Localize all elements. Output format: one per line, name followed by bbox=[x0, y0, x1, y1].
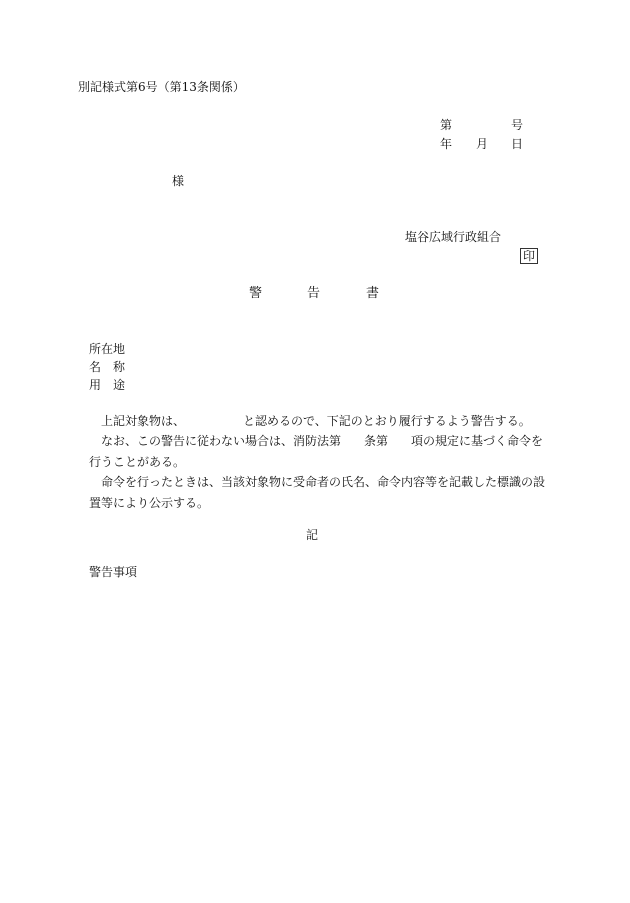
date-year: 年 bbox=[440, 137, 453, 151]
p3-text: 命令を行ったときは、当該対象物に受命者の氏名、命令内容等を記載した標識の設置等により公示する。 bbox=[89, 475, 546, 510]
p1-part-b: と認めるので、下記のとおり履行するよう警告する。 bbox=[243, 414, 531, 428]
ki-heading: 記 bbox=[306, 528, 319, 542]
number-dai: 第 bbox=[440, 118, 453, 132]
field-location-label: 所在地 bbox=[89, 342, 126, 356]
body-paragraph-2 bbox=[89, 431, 549, 472]
seal-mark: 印 bbox=[520, 248, 538, 264]
p2-part-c: 項の規定に基づく命令を行うことがある。 bbox=[89, 434, 544, 469]
number-go: 号 bbox=[511, 118, 524, 132]
issuer-name: 塩谷広域行政組合 bbox=[405, 230, 502, 244]
field-use-label: 用 途 bbox=[89, 378, 126, 392]
body-paragraph-1 bbox=[89, 411, 549, 432]
form-header: 別記様式第6号（第13条関係） bbox=[78, 80, 245, 94]
field-name-label: 名 称 bbox=[89, 360, 126, 374]
date-day: 日 bbox=[511, 137, 524, 151]
date-month: 月 bbox=[476, 137, 489, 151]
p2-part-a: なお、この警告に従わない場合は、消防法第 bbox=[101, 434, 342, 448]
document-title-1: 警 bbox=[249, 286, 263, 301]
addressee-suffix: 様 bbox=[172, 174, 185, 188]
body-paragraph-3 bbox=[89, 472, 549, 513]
p2-part-b: 条第 bbox=[364, 434, 389, 448]
document-title-2: 告 bbox=[307, 286, 321, 301]
document-title-3: 書 bbox=[366, 286, 380, 301]
warning-items-label: 警告事項 bbox=[89, 565, 138, 579]
p1-part-a: 上記対象物は、 bbox=[101, 414, 186, 428]
